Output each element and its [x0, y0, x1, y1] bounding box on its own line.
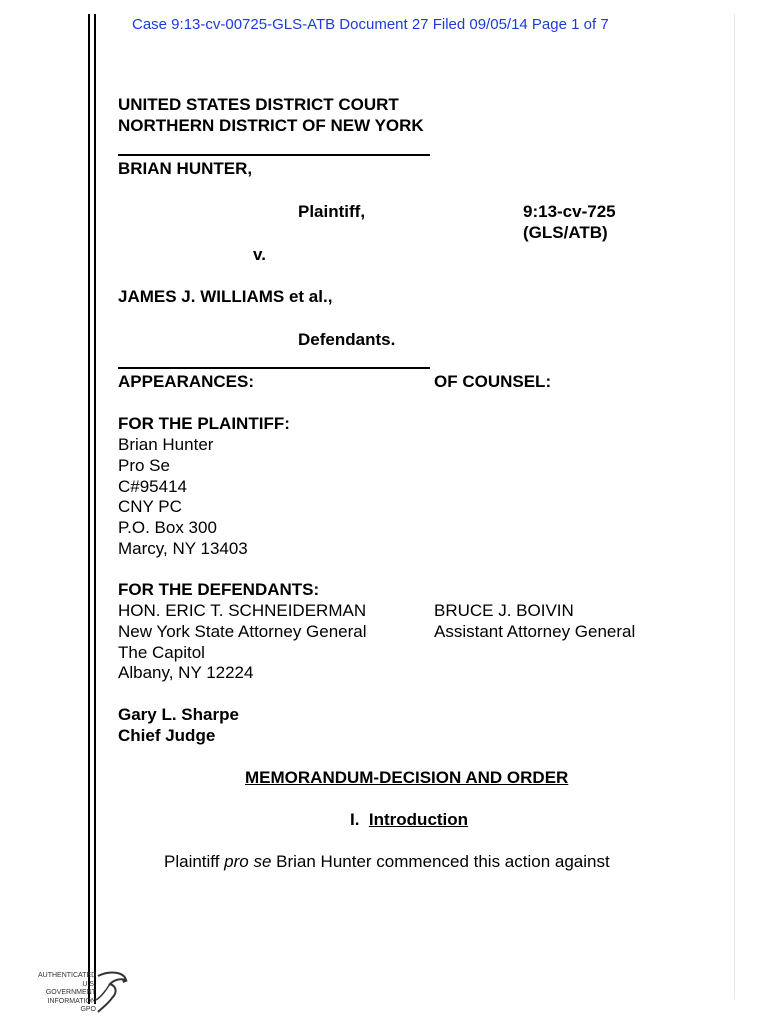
margin-rule-right — [94, 14, 96, 1004]
plaintiff-line: P.O. Box 300 — [118, 518, 217, 537]
appearances-heading: APPEARANCES: — [118, 372, 255, 391]
defendant-name: JAMES J. WILLIAMS et al., — [118, 287, 333, 306]
plaintiff-line: Pro Se — [118, 456, 170, 475]
caption-rule-top — [118, 154, 430, 156]
seal-line: U.S. GOVERNMENT — [45, 980, 96, 996]
versus: v. — [253, 245, 266, 264]
para-italic: pro se — [224, 852, 272, 871]
defendants-line: HON. ERIC T. SCHNEIDERMAN — [118, 601, 367, 620]
case-number: 9:13-cv-725 — [523, 202, 616, 221]
page-edge-line — [734, 14, 735, 999]
defendants-line: New York State Attorney General — [118, 622, 367, 641]
seal-line: AUTHENTICATED — [38, 972, 97, 979]
para-text-1: Plaintiff — [164, 852, 225, 871]
plaintiff-label: Plaintiff, — [298, 202, 366, 221]
section-title: Introduction — [368, 810, 469, 829]
counsel-line: BRUCE J. BOIVIN — [434, 601, 574, 620]
counsel-line: Assistant Attorney General — [434, 622, 636, 641]
judge-title: Chief Judge — [118, 726, 216, 745]
plaintiff-line: CNY PC — [118, 497, 182, 516]
plaintiff-line: Marcy, NY 13403 — [118, 539, 248, 558]
plaintiff-line: Brian Hunter — [118, 435, 214, 454]
eagle-icon — [36, 968, 136, 1018]
document-title: MEMORANDUM-DECISION AND ORDER — [245, 768, 569, 787]
section-number: I. — [350, 810, 360, 829]
section-heading — [350, 809, 468, 830]
defendants-section-heading: FOR THE DEFENDANTS: — [118, 580, 320, 599]
defendants-line: The Capitol — [118, 643, 205, 662]
seal-line: GPO — [80, 1006, 96, 1013]
court-district: NORTHERN DISTRICT OF NEW YORK — [118, 116, 424, 135]
para-text-2: Brian Hunter commenced this action against — [271, 852, 610, 871]
case-header: Case 9:13-cv-00725-GLS-ATB Document 27 Filed 09/05/14 Page 1 of 7 — [132, 16, 609, 33]
defendants-line: Albany, NY 12224 — [118, 663, 254, 682]
defendant-label: Defendants. — [298, 330, 396, 349]
margin-rule-left — [88, 14, 90, 1004]
judge-name: Gary L. Sharpe — [118, 705, 239, 724]
counsel-heading: OF COUNSEL: — [434, 372, 552, 391]
plaintiff-section-heading: FOR THE PLAINTIFF: — [118, 414, 290, 433]
seal-line: INFORMATION — [47, 997, 96, 1005]
plaintiff-line: C#95414 — [118, 477, 188, 496]
court-name: UNITED STATES DISTRICT COURT — [118, 95, 399, 114]
caption-rule-bottom — [118, 367, 430, 369]
plaintiff-name: BRIAN HUNTER, — [118, 159, 253, 178]
body-paragraph — [164, 851, 610, 872]
case-judges: (GLS/ATB) — [523, 223, 608, 242]
